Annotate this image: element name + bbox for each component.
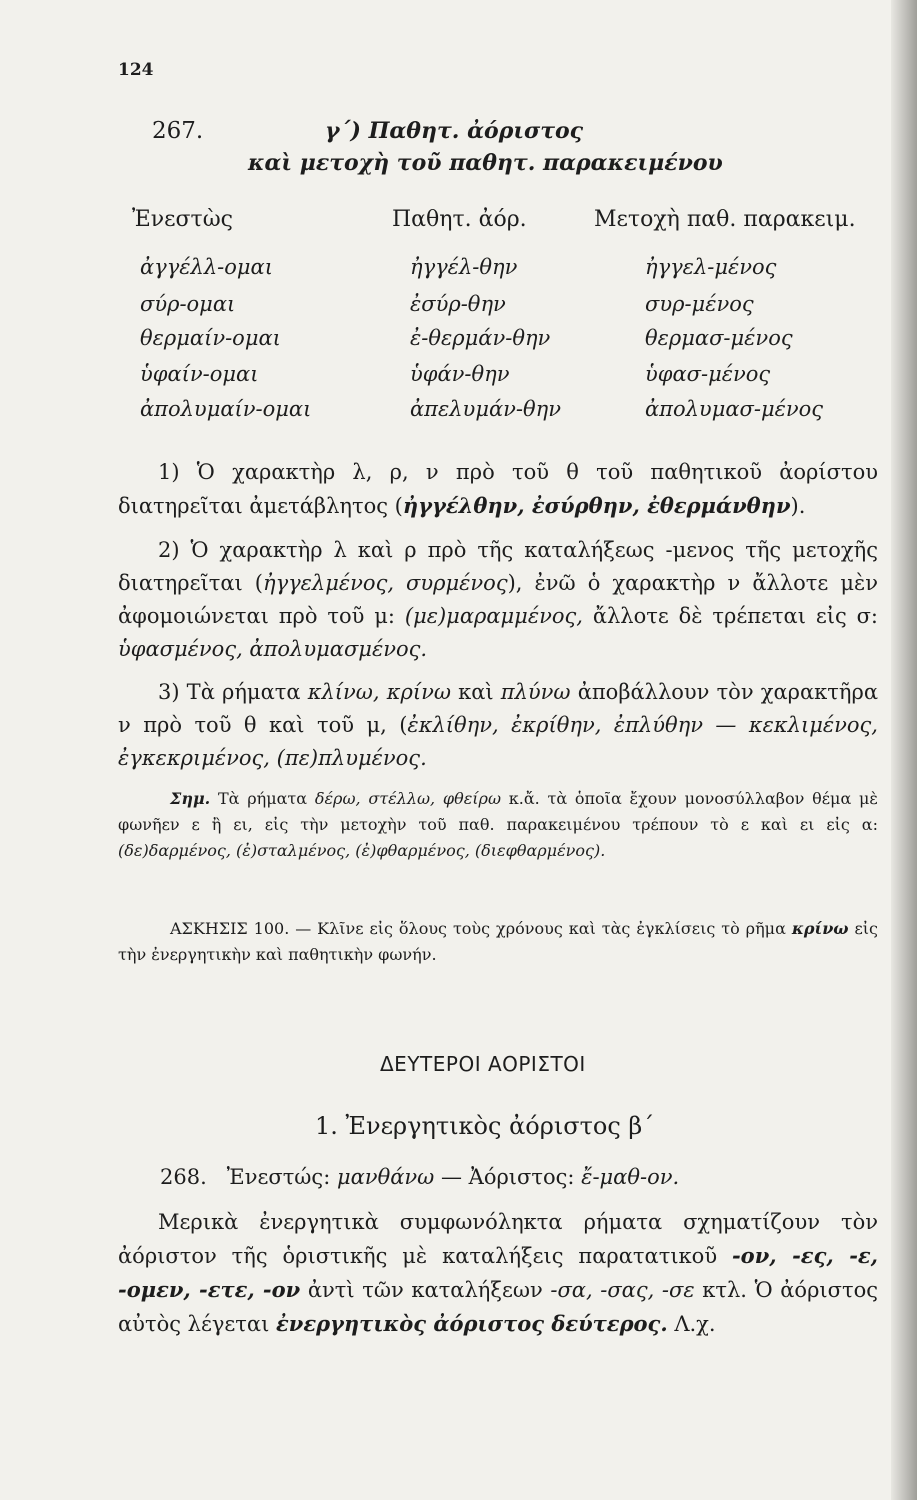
table-cell: ἀγγέλλ-ομαι — [140, 255, 273, 279]
section-heading-second-aorists: ΔΕΥΤΕΡΟΙ ΑΟΡΙΣΤΟΙ — [380, 1052, 586, 1076]
table-cell: ἀπελυμάν-θην — [410, 397, 562, 421]
table-cell: συρ-μένος — [645, 292, 754, 316]
note-1: 1) Ὁ χαρακτὴρ λ, ρ, ν πρὸ τοῦ θ τοῦ παθητικοῦ ἀορίστου διατηρεῖται ἀμετάβλητος (ἠγγέλθην, ἐσύρθην, ἐθερμάνθην). — [118, 460, 878, 518]
page-edge-shadow — [891, 0, 917, 1500]
table-cell: σύρ-ομαι — [140, 292, 236, 316]
remark-note: Σημ. Τὰ ρήματα δέρω, στέλλω, φθείρω κ.ἄ. τὰ ὁποῖα ἔχουν μονοσύλλαβον θέμα μὲ φωνῆεν ε ἢ ει, εἰς τὴν μετοχὴν τοῦ παθ. παρακειμένου τρέπουν τὸ ε καὶ ει εἰς α: (δε)δαρμένος, (ἐ)σταλμένος, (ἐ)φθαρμένος, (διεφθαρμένος). — [118, 789, 878, 860]
note-3: 3) Τὰ ρήματα κλίνω, κρίνω καὶ πλύνω ἀποβάλλουν τὸν χαρακτῆρα ν πρὸ τοῦ θ καὶ τοῦ μ, (ἐκλίθην, ἐκρίθην, ἐπλύθην — κεκλιμένος, ἐγκεκριμένος, (πε)πλυμένος. — [118, 680, 879, 770]
table-header-participle: Μετοχὴ παθ. παρακειμ. — [594, 207, 856, 232]
table-cell: ἠγγέλ-θην — [410, 255, 518, 279]
table-cell: ἐ-θερμάν-θην — [410, 326, 551, 350]
table-header-present: Ἐνεστὼς — [132, 207, 233, 232]
note-2: 2) Ὁ χαρακτὴρ λ καὶ ρ πρὸ τῆς καταλήξεως -μενος τῆς μετοχῆς διατηρεῖται (ἠγγελμένος, συρμένος), ἐνῶ ὁ χαρακτὴρ ν ἄλλοτε μὲν ἀφομοιώνεται πρὸ τοῦ μ: (με)μαραμμένος, ἄλλοτε δὲ τρέπεται εἰς σ: ὑφασμένος, ἀπολυμασμένος. — [118, 538, 878, 661]
table-cell: ἠγγελ-μένος — [645, 255, 777, 279]
table-cell: ἀπολυμασ-μένος — [645, 397, 824, 421]
table-cell: θερμασ-μένος — [645, 326, 793, 350]
section-number-267: 267. — [152, 118, 204, 144]
table-cell: ὑφασ-μένος — [645, 362, 771, 386]
table-header-aorist: Παθητ. ἀόρ. — [392, 207, 527, 232]
table-cell: ἀπολυμαίν-ομαι — [140, 397, 312, 421]
exercise-100: ΑΣΚΗΣΙΣ 100. — Κλῖνε εἰς ὅλους τοὺς χρόνους καὶ τὰς ἐγκλίσεις τὸ ρῆμα κρίνω εἰς τὴν ἐνεργητικὴν καὶ παθητικὴν φωνήν. — [118, 919, 879, 964]
final-paragraph: Μερικὰ ἐνεργητικὰ συμφωνόληκτα ρήματα σχηματίζουν τὸν ἀόριστον τῆς ὁριστικῆς μὲ καταλήξεις παρατατικοῦ -ον, -ες, -ε, -ομεν, -ετε, -ον ἀντὶ τῶν καταλήξεων -σα, -σας, -σε κτλ. Ὁ ἀόριστος αὐτὸς λέγεται ἐνεργητικὸς ἀόριστος δεύτερος. Λ.χ. — [118, 1210, 879, 1336]
table-cell: ὑφαίν-ομαι — [140, 362, 259, 386]
page-number: 124 — [118, 60, 154, 80]
section-title-line1: γ΄) Παθητ. ἀόριστος — [325, 118, 584, 144]
table-cell: ὑφάν-θην — [410, 362, 510, 386]
section-title-line2: καὶ μετοχὴ τοῦ παθητ. παρακειμένου — [248, 150, 723, 176]
table-cell: θερμαίν-ομαι — [140, 326, 281, 350]
subsection-heading-active-aorist: 1. Ἐνεργητικὸς ἀόριστος β΄ — [315, 1112, 655, 1140]
section-268-line: 268. Ἐνεστώς: μανθάνω — Ἀόριστος: ἔ-μαθ-ον. — [160, 1165, 680, 1189]
table-cell: ἐσύρ-θην — [410, 292, 506, 316]
